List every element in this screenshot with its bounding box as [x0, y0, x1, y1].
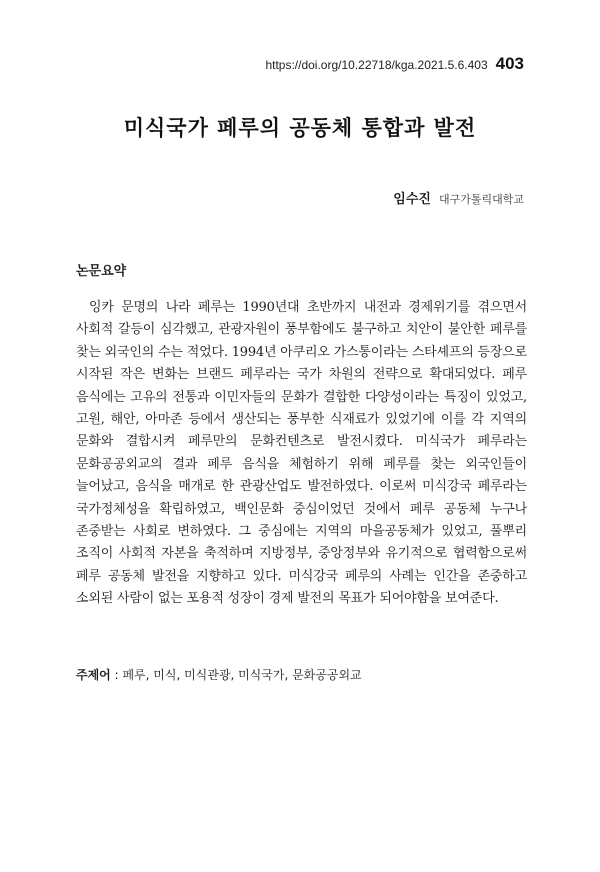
page-header [265, 54, 524, 74]
author-affiliation: 대구가톨릭대학교 [438, 193, 524, 206]
page-number: 403 [495, 54, 524, 73]
keywords-separator: : [110, 668, 123, 682]
keywords-label: 주제어 [76, 668, 111, 682]
keywords-values: 페루, 미식, 미식관광, 미식국가, 문화공공외교 [122, 668, 362, 682]
author-name: 임수진 [393, 192, 431, 207]
keywords-line [76, 666, 536, 683]
author-line [393, 188, 524, 207]
article-title: 미식국가 페루의 공동체 통합과 발전 [123, 115, 477, 140]
abstract-heading: 논문요약 [76, 264, 127, 279]
doi-link[interactable]: https://doi.org/10.22718/kga.2021.5.6.403 [265, 58, 488, 72]
abstract-body: 잉카 문명의 나라 페루는 1990년대 초반까지 내전과 경제위기를 겪으면서 사회적 갈등이 심각했고, 관광자원이 풍부함에도 불구하고 치안이 불안한 페루를 찾는 외국인의 수는 적었다. 1994년 아쿠리오 가스통이라는 스타셰프의 등장으로 시작된 작은 변화는 브랜드 페루라는 국가 차원의 전략으로 확대되었다. 페루 음식에는 고유의 전통과 이민자들의 문화가 결합한 다양성이라는 특징이 있었고, 고원, 해안, 아마존 등에서 생산되는 풍부한 식재료가 있었기에 이를 각 지역의 문화와 결합시켜 페루만의 문화컨텐츠로 발전시켰다. 미식국가 페루라는 문화공공외교의 결과 페루 음식을 체험하기 위해 페루를 찾는 외국인들이 늘어났고, 음식을 매개로 한 관광산업도 발전하였다. 이로써 미식강국 페루라는 국가정체성을 확립하였고, 백인문화 중심이었던 것에서 페루 공동체 누구나 존중받는 사회로 변하였다. 그 중심에는 지역의 마을공동체가 있었고, 풀뿌리 조직이 사회적 자본을 축적하며 지방정부, 중앙정부와 유기적으로 협력함으로써 페루 공동체 발전을 지향하고 있다. 미식강국 페루의 사례는 인간을 존중하고 소외된 사람이 없는 포용적 성장이 경제 발전의 목표가 되어야함을 보여준다. [76, 300, 527, 607]
